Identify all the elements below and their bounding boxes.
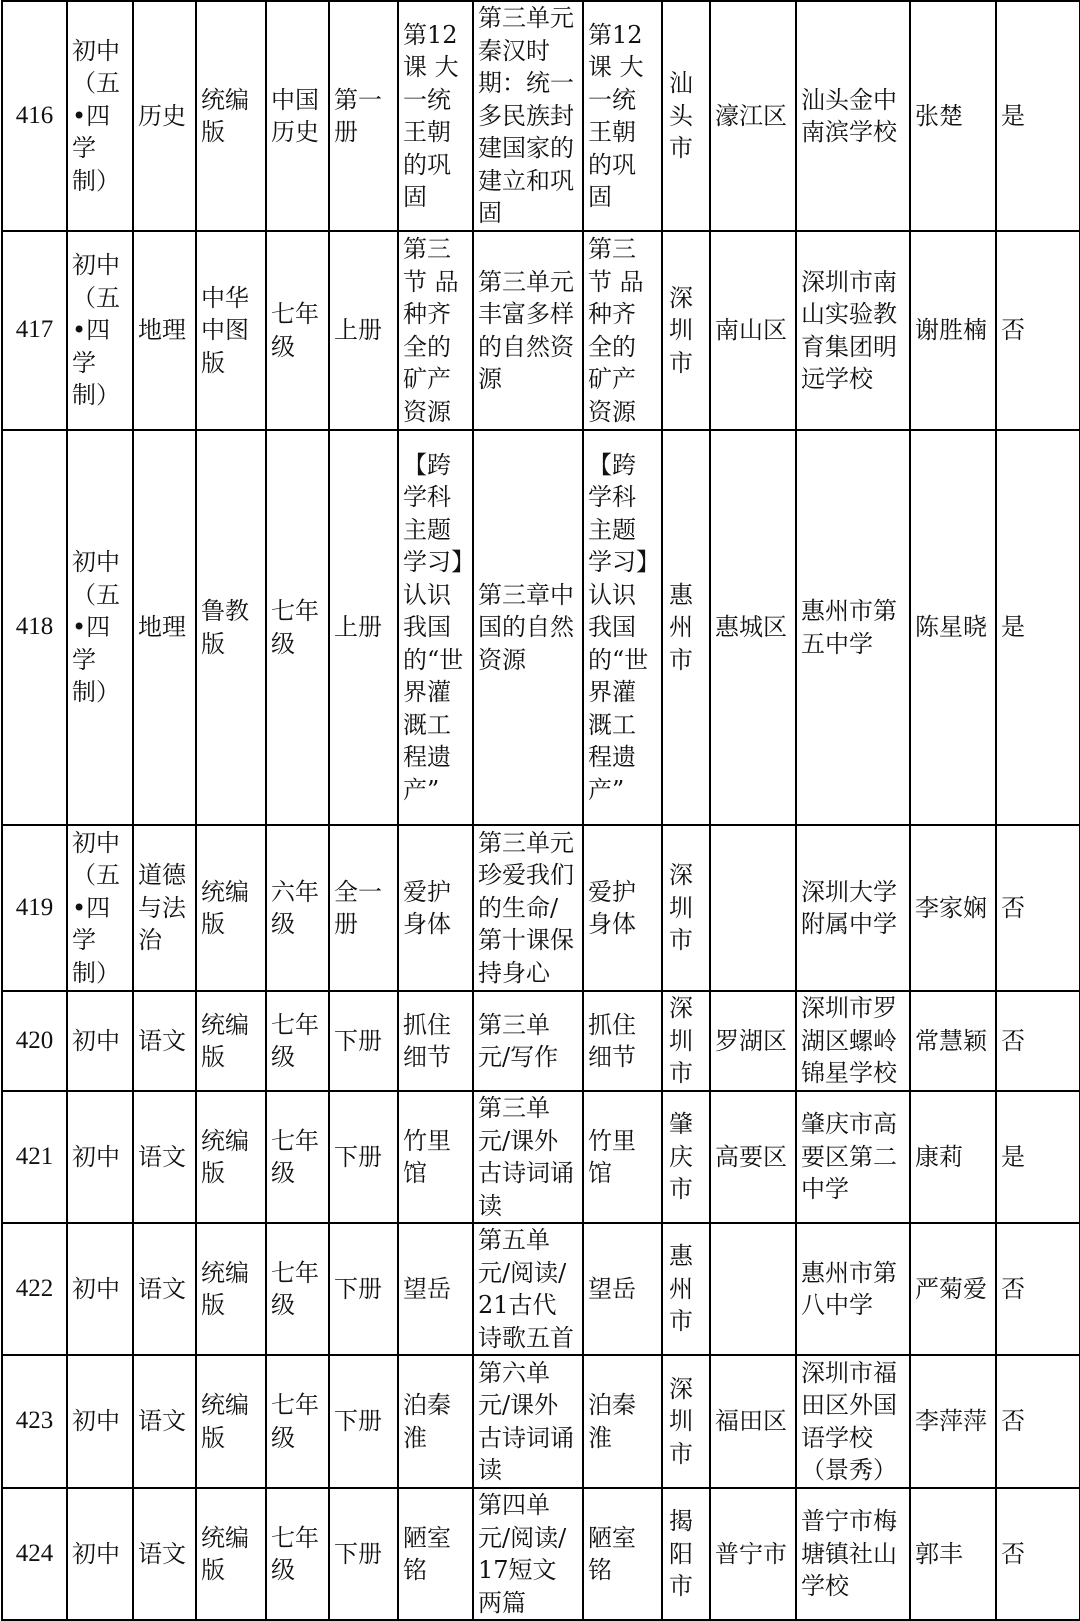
- unit-info: 第三单元丰富多样的自然资源: [473, 231, 583, 430]
- volume: 下册: [329, 1223, 398, 1355]
- grade: 七年级: [266, 231, 329, 430]
- city: 深圳市: [662, 991, 710, 1091]
- grade: 六年级: [266, 825, 329, 991]
- teacher: 李萍萍: [910, 1355, 996, 1488]
- table-row: [2, 1, 1080, 231]
- grade: 七年级: [266, 991, 329, 1091]
- school-name: 惠州市第五中学: [796, 430, 910, 825]
- subject: 历史: [133, 1, 196, 231]
- flag: 否: [996, 991, 1080, 1091]
- flag: 是: [996, 430, 1080, 825]
- subject: 地理: [133, 430, 196, 825]
- volume: 下册: [329, 1355, 398, 1488]
- lesson-title: 望岳: [398, 1223, 473, 1355]
- school-level: 初中: [67, 1091, 133, 1223]
- district: [710, 825, 796, 991]
- textbook-edition: 中华中图版: [196, 231, 266, 430]
- school-level: 初中: [67, 991, 133, 1091]
- lesson-title: 爱护身体: [398, 825, 473, 991]
- subject: 语文: [133, 1488, 196, 1620]
- unit-info: 第三单元珍爱我们的生命/第十课保持身心: [473, 825, 583, 991]
- textbook-edition: 统编版: [196, 1091, 266, 1223]
- unit-info: 第三章中国的自然资源: [473, 430, 583, 825]
- topic: 望岳: [583, 1223, 662, 1355]
- school-level: 初中（五•四学制）: [67, 1, 133, 231]
- flag: 否: [996, 1355, 1080, 1488]
- unit-info: 第三单元/课外古诗词诵读: [473, 1091, 583, 1223]
- grade: 七年级: [266, 430, 329, 825]
- topic: 竹里馆: [583, 1091, 662, 1223]
- row-number: 418: [2, 430, 67, 825]
- school-name: 深圳市南山实验教育集团明远学校: [796, 231, 910, 430]
- textbook-edition: 鲁教版: [196, 430, 266, 825]
- textbook-edition: 统编版: [196, 1, 266, 231]
- volume: 全一册: [329, 825, 398, 991]
- table-row: [2, 1091, 1080, 1223]
- district: 福田区: [710, 1355, 796, 1488]
- textbook-edition: 统编版: [196, 1355, 266, 1488]
- row-number: 419: [2, 825, 67, 991]
- flag: 否: [996, 825, 1080, 991]
- subject: 地理: [133, 231, 196, 430]
- row-number: 417: [2, 231, 67, 430]
- unit-info: 第三单元秦汉时期：统一多民族封建国家的建立和巩固: [473, 1, 583, 231]
- school-level: 初中: [67, 1355, 133, 1488]
- school-name: 深圳大学附属中学: [796, 825, 910, 991]
- volume: 第一册: [329, 1, 398, 231]
- unit-info: 第四单元/阅读/17短文两篇: [473, 1488, 583, 1620]
- city: 揭阳市: [662, 1488, 710, 1620]
- teacher: 张楚: [910, 1, 996, 231]
- city: 深圳市: [662, 825, 710, 991]
- lesson-title: 第12课 大一统王朝的巩固: [398, 1, 473, 231]
- unit-info: 第六单元/课外古诗词诵读: [473, 1355, 583, 1488]
- lesson-title: 泊秦淮: [398, 1355, 473, 1488]
- grade: 七年级: [266, 1091, 329, 1223]
- teacher: 谢胜楠: [910, 231, 996, 430]
- table-row: [2, 430, 1080, 825]
- grade: 七年级: [266, 1488, 329, 1620]
- lesson-title: 竹里馆: [398, 1091, 473, 1223]
- table-row: [2, 1223, 1080, 1355]
- table-row: [2, 1355, 1080, 1488]
- school-name: 深圳市罗湖区螺岭锦星学校: [796, 991, 910, 1091]
- city: 肇庆市: [662, 1091, 710, 1223]
- teacher: 康莉: [910, 1091, 996, 1223]
- teacher: 李家娴: [910, 825, 996, 991]
- teacher: 严菊爱: [910, 1223, 996, 1355]
- flag: 否: [996, 1488, 1080, 1620]
- district: 濠江区: [710, 1, 796, 231]
- volume: 下册: [329, 1091, 398, 1223]
- school-name: 深圳市福田区外国语学校（景秀）: [796, 1355, 910, 1488]
- topic: 第12课 大一统王朝的巩固: [583, 1, 662, 231]
- district: 罗湖区: [710, 991, 796, 1091]
- grade: 七年级: [266, 1355, 329, 1488]
- flag: 是: [996, 1091, 1080, 1223]
- unit-info: 第五单元/阅读/21古代诗歌五首: [473, 1223, 583, 1355]
- row-number: 423: [2, 1355, 67, 1488]
- school-name: 惠州市第八中学: [796, 1223, 910, 1355]
- table-row: [2, 231, 1080, 430]
- topic: 第三节 品种齐全的矿产资源: [583, 231, 662, 430]
- row-number: 420: [2, 991, 67, 1091]
- unit-info: 第三单元/写作: [473, 991, 583, 1091]
- lesson-title: 第三节 品种齐全的矿产资源: [398, 231, 473, 430]
- table-row: [2, 991, 1080, 1091]
- city: 惠州市: [662, 430, 710, 825]
- school-level: 初中: [67, 1223, 133, 1355]
- textbook-edition: 统编版: [196, 825, 266, 991]
- lesson-title: 抓住细节: [398, 991, 473, 1091]
- textbook-edition: 统编版: [196, 991, 266, 1091]
- textbook-edition: 统编版: [196, 1223, 266, 1355]
- lesson-title: 【跨学科主题学习】认识我国的“世界灌溉工程遗产”: [398, 430, 473, 825]
- grade: 中国历史: [266, 1, 329, 231]
- subject: 语文: [133, 1091, 196, 1223]
- city: 汕头市: [662, 1, 710, 231]
- flag: 是: [996, 1, 1080, 231]
- school-level: 初中: [67, 1488, 133, 1620]
- lesson-title: 陋室铭: [398, 1488, 473, 1620]
- row-number: 424: [2, 1488, 67, 1620]
- city: 深圳市: [662, 1355, 710, 1488]
- volume: 上册: [329, 430, 398, 825]
- topic: 陋室铭: [583, 1488, 662, 1620]
- topic: 爱护身体: [583, 825, 662, 991]
- school-level: 初中（五•四学制）: [67, 430, 133, 825]
- topic: 泊秦淮: [583, 1355, 662, 1488]
- district: 南山区: [710, 231, 796, 430]
- topic: 【跨学科主题学习】认识我国的“世界灌溉工程遗产”: [583, 430, 662, 825]
- textbook-edition: 统编版: [196, 1488, 266, 1620]
- school-name: 汕头金中南滨学校: [796, 1, 910, 231]
- school-name: 肇庆市高要区第二中学: [796, 1091, 910, 1223]
- row-number: 422: [2, 1223, 67, 1355]
- district: [710, 1223, 796, 1355]
- school-name: 普宁市梅塘镇社山学校: [796, 1488, 910, 1620]
- flag: 否: [996, 231, 1080, 430]
- teacher: 常慧颖: [910, 991, 996, 1091]
- flag: 否: [996, 1223, 1080, 1355]
- city: 深圳市: [662, 231, 710, 430]
- volume: 下册: [329, 991, 398, 1091]
- table-row: [2, 1488, 1080, 1620]
- city: 惠州市: [662, 1223, 710, 1355]
- subject: 道德与法治: [133, 825, 196, 991]
- subject: 语文: [133, 1355, 196, 1488]
- district: 高要区: [710, 1091, 796, 1223]
- row-number: 421: [2, 1091, 67, 1223]
- topic: 抓住细节: [583, 991, 662, 1091]
- teacher: 陈星晓: [910, 430, 996, 825]
- volume: 上册: [329, 231, 398, 430]
- volume: 下册: [329, 1488, 398, 1620]
- row-number: 416: [2, 1, 67, 231]
- course-table: [1, 0, 1080, 1621]
- district: 惠城区: [710, 430, 796, 825]
- subject: 语文: [133, 991, 196, 1091]
- teacher: 郭丰: [910, 1488, 996, 1620]
- district: 普宁市: [710, 1488, 796, 1620]
- grade: 七年级: [266, 1223, 329, 1355]
- school-level: 初中（五•四学制）: [67, 231, 133, 430]
- school-level: 初中（五•四学制）: [67, 825, 133, 991]
- subject: 语文: [133, 1223, 196, 1355]
- table-row: [2, 825, 1080, 991]
